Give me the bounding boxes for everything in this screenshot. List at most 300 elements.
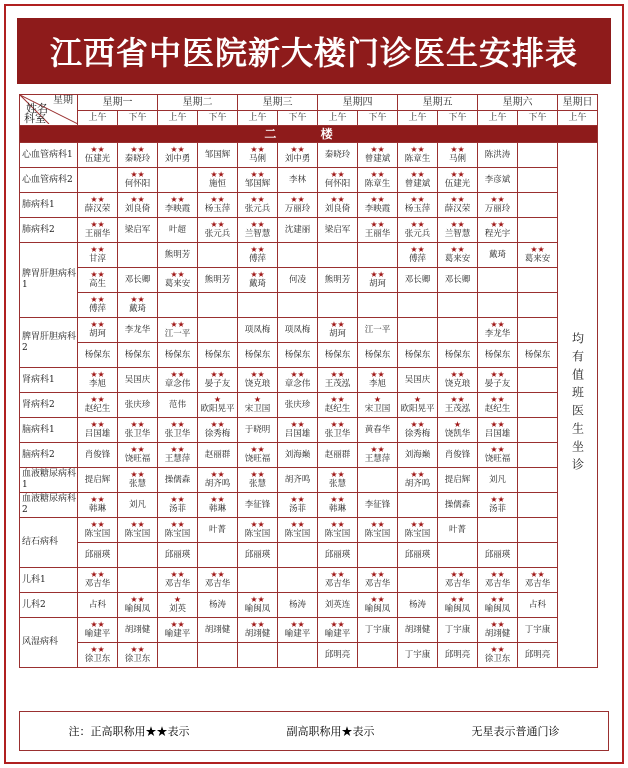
doctor-slot [158, 468, 198, 493]
doctor-slot [238, 543, 278, 568]
doctor-slot [478, 568, 518, 593]
doctor-slot [518, 268, 558, 293]
title-star-icon: ★★ [370, 520, 385, 529]
doctor-name: 叶菁 [448, 525, 466, 535]
title-star-icon: ★★ [130, 420, 145, 429]
doctor-slot [478, 593, 518, 618]
doctor-name: 甘淳 [88, 254, 106, 264]
title-star-icon: ★★ [210, 370, 225, 379]
doctor-name: 杨保东 [524, 350, 551, 360]
doctor-name: 喻闽凤 [124, 604, 151, 614]
doctor-name: 程光宇 [484, 229, 511, 239]
doctor-slot [358, 543, 398, 568]
title-star-icon: ★ [453, 420, 462, 429]
doctor-slot [518, 493, 558, 518]
doctor-slot [318, 343, 358, 368]
title-star-icon: ★★ [450, 170, 465, 179]
doctor-slot [398, 518, 438, 543]
doctor-name: 陈宝国 [404, 529, 431, 539]
floor-banner: 二 楼 [20, 126, 598, 143]
doctor-slot [278, 443, 318, 468]
doctor-slot [118, 418, 158, 443]
doctor-slot [238, 293, 278, 318]
doctor-slot [358, 268, 398, 293]
title-star-icon: ★★ [90, 220, 105, 229]
doctor-slot [518, 468, 558, 493]
department-label: 血液糖尿病科2 [20, 493, 78, 518]
doctor-slot [518, 243, 558, 268]
doctor-slot [78, 143, 118, 168]
doctor-name: 李征锋 [364, 500, 391, 510]
doctor-slot [198, 368, 238, 393]
title-star-icon: ★★ [90, 495, 105, 504]
doctor-name: 丁宇康 [404, 650, 431, 660]
doctor-name: 晏子友 [484, 379, 511, 389]
title-star-icon: ★★ [210, 495, 225, 504]
doctor-slot [278, 243, 318, 268]
doctor-slot [158, 618, 198, 643]
doctor-slot [238, 193, 278, 218]
doctor-slot [158, 343, 198, 368]
doctor-name: 何怀阳 [124, 179, 151, 189]
schedule-row [20, 393, 598, 418]
doctor-slot [518, 418, 558, 443]
doctor-slot [518, 543, 558, 568]
doctor-name: 丁宇康 [364, 625, 391, 635]
doctor-name: 张庆珍 [124, 400, 151, 410]
doctor-name: 秦晓玲 [324, 150, 351, 160]
doctor-name: 占科 [528, 600, 546, 610]
doctor-slot [238, 518, 278, 543]
doctor-name: 杨保东 [404, 350, 431, 360]
doctor-name: 陈宝国 [284, 529, 311, 539]
doctor-name: 项凤梅 [284, 325, 311, 335]
doctor-name: 提启辉 [84, 475, 111, 485]
title-star-icon: ★★ [370, 145, 385, 154]
doctor-slot [78, 343, 118, 368]
doctor-name: 赵丽群 [324, 450, 351, 460]
title-star-icon: ★★ [130, 520, 145, 529]
doctor-name: 吕国雄 [284, 429, 311, 439]
doctor-slot [438, 318, 478, 343]
doctor-slot [358, 493, 398, 518]
title-star-icon: ★★ [410, 520, 425, 529]
doctor-slot [198, 318, 238, 343]
doctor-slot [238, 368, 278, 393]
schedule-row [20, 468, 598, 493]
doctor-slot [438, 643, 478, 668]
doctor-name: 王慧萍 [164, 454, 191, 464]
doctor-name: 杨保东 [284, 350, 311, 360]
doctor-slot [438, 543, 478, 568]
doctor-name: 占科 [88, 600, 106, 610]
doctor-name: 吴国庆 [124, 375, 151, 385]
doctor-slot [198, 143, 238, 168]
doctor-name: 于晓明 [244, 425, 271, 435]
doctor-slot [238, 643, 278, 668]
doctor-name: 曾建斌 [364, 154, 391, 164]
doctor-slot [358, 443, 398, 468]
doctor-slot [198, 268, 238, 293]
doctor-slot [318, 643, 358, 668]
doctor-name: 张元兵 [404, 229, 431, 239]
doctor-name: 陈宝国 [364, 529, 391, 539]
doctor-name: 项凤梅 [244, 325, 271, 335]
doctor-name: 张卫华 [124, 429, 151, 439]
doctor-name: 邹国辉 [204, 150, 231, 160]
doctor-name: 梁启军 [324, 225, 351, 235]
doctor-name: 杨玉萍 [204, 204, 231, 214]
doctor-name: 戴琦 [248, 279, 266, 289]
doctor-name: 邓吉华 [324, 579, 351, 589]
schedule-row [20, 293, 598, 318]
doctor-slot [78, 568, 118, 593]
title-star-icon: ★★ [90, 370, 105, 379]
title-star-icon: ★★ [410, 195, 425, 204]
doctor-slot [478, 168, 518, 193]
title-star-icon: ★★ [90, 420, 105, 429]
department-label: 脑病科2 [20, 443, 78, 468]
doctor-name: 马俐 [448, 154, 466, 164]
doctor-slot [118, 243, 158, 268]
title-star-icon: ★★ [170, 370, 185, 379]
doctor-name: 陈宝国 [324, 529, 351, 539]
doctor-name: 赵纪生 [324, 404, 351, 414]
title-star-icon: ★★ [530, 245, 545, 254]
doctor-name: 王茂泓 [324, 379, 351, 389]
doctor-slot [438, 468, 478, 493]
title-star-icon: ★★ [130, 295, 145, 304]
schedule-row [20, 618, 598, 643]
doctor-slot [318, 193, 358, 218]
doctor-slot [78, 218, 118, 243]
title-star-icon: ★★ [210, 195, 225, 204]
doctor-slot [278, 193, 318, 218]
doctor-slot [358, 143, 398, 168]
doctor-name: 杨保东 [364, 350, 391, 360]
doctor-name: 张慧 [328, 479, 346, 489]
doctor-slot [398, 618, 438, 643]
doctor-slot [158, 368, 198, 393]
title-star-icon: ★★ [170, 445, 185, 454]
title-star-icon: ★★ [330, 420, 345, 429]
doctor-slot [158, 593, 198, 618]
doctor-slot [158, 443, 198, 468]
title-star-icon: ★★ [450, 570, 465, 579]
doctor-slot [358, 218, 398, 243]
doctor-slot [278, 218, 318, 243]
doctor-name: 刘中勇 [164, 154, 191, 164]
doctor-slot [358, 593, 398, 618]
doctor-name: 胡珂 [88, 329, 106, 339]
doctor-name: 邓吉华 [84, 579, 111, 589]
doctor-slot [198, 543, 238, 568]
title-star-icon: ★★ [250, 220, 265, 229]
doctor-name: 邓吉华 [524, 579, 551, 589]
doctor-slot [398, 218, 438, 243]
doctor-slot [398, 193, 438, 218]
doctor-slot [398, 418, 438, 443]
doctor-slot [478, 393, 518, 418]
doctor-name: 王慧萍 [364, 454, 391, 464]
doctor-name: 韩琳 [328, 504, 346, 514]
doctor-name: 饶克琅 [244, 379, 271, 389]
doctor-name: 汤菲 [288, 504, 306, 514]
doctor-name: 胡翊健 [484, 629, 511, 639]
am-header: 上午 [238, 111, 278, 126]
doctor-name: 吕国雄 [84, 429, 111, 439]
doctor-name: 吴国庆 [404, 375, 431, 385]
doctor-name: 赵纪生 [484, 404, 511, 414]
pm-header: 下午 [358, 111, 398, 126]
doctor-slot [478, 518, 518, 543]
title-star-icon: ★★ [450, 370, 465, 379]
title-star-icon: ★★ [330, 620, 345, 629]
doctor-name: 杨保东 [164, 350, 191, 360]
doctor-slot [358, 293, 398, 318]
doctor-name: 戴琦 [488, 250, 506, 260]
doctor-name: 江一平 [164, 329, 191, 339]
doctor-slot [318, 568, 358, 593]
doctor-slot [518, 168, 558, 193]
doctor-slot [518, 643, 558, 668]
title-star-icon: ★★ [250, 270, 265, 279]
doctor-name: 邱明亮 [524, 650, 551, 660]
doctor-name: 杨保东 [124, 350, 151, 360]
doctor-slot [318, 493, 358, 518]
doctor-slot [78, 543, 118, 568]
doctor-name: 刘海巅 [284, 450, 311, 460]
title-star-icon: ★★ [490, 320, 505, 329]
title-star-icon: ★★ [490, 570, 505, 579]
title-star-icon: ★★ [90, 145, 105, 154]
department-label: 心血管病科1 [20, 143, 78, 168]
title-star-icon: ★★ [330, 570, 345, 579]
doctor-name: 李林 [288, 175, 306, 185]
doctor-slot [318, 293, 358, 318]
doctor-slot [118, 318, 158, 343]
doctor-name: 沈建丽 [284, 225, 311, 235]
doctor-slot [358, 368, 398, 393]
title-star-icon: ★★ [90, 195, 105, 204]
doctor-slot [518, 618, 558, 643]
doctor-slot [438, 143, 478, 168]
doctor-slot [518, 143, 558, 168]
title-star-icon: ★★ [410, 420, 425, 429]
title-star-icon: ★★ [330, 370, 345, 379]
doctor-name: 韩琳 [208, 504, 226, 514]
doctor-name: 王丽华 [364, 229, 391, 239]
doctor-name: 邱明亮 [324, 650, 351, 660]
doctor-slot [278, 593, 318, 618]
doctor-slot [278, 493, 318, 518]
department-label: 血液糖尿病科1 [20, 468, 78, 493]
doctor-name: 邓吉华 [204, 579, 231, 589]
doctor-slot [438, 293, 478, 318]
doctor-name: 喻建平 [284, 629, 311, 639]
doctor-slot [118, 568, 158, 593]
doctor-name: 万丽玲 [484, 204, 511, 214]
day-header-mon: 星期一 [78, 95, 158, 111]
title-star-icon: ★★ [290, 620, 305, 629]
doctor-slot [358, 418, 398, 443]
doctor-name: 饶克琅 [444, 379, 471, 389]
title-star-icon: ★★ [250, 595, 265, 604]
title-star-icon: ★★ [210, 570, 225, 579]
doctor-slot [398, 643, 438, 668]
doctor-name: 葛来安 [164, 279, 191, 289]
title-star-icon: ★★ [330, 395, 345, 404]
doctor-slot [398, 268, 438, 293]
doctor-name: 胡珂 [368, 279, 386, 289]
doctor-slot [358, 643, 398, 668]
doctor-slot [118, 168, 158, 193]
title-star-icon: ★★ [370, 220, 385, 229]
doctor-name: 赵丽群 [204, 450, 231, 460]
department-label: 脾胃肝胆病科1 [20, 243, 78, 318]
am-header: 上午 [158, 111, 198, 126]
title-star-icon: ★★ [490, 420, 505, 429]
doctor-name: 喻闽凤 [364, 604, 391, 614]
doctor-name: 秦晓玲 [124, 154, 151, 164]
doctor-slot [438, 268, 478, 293]
title-star-icon: ★★ [290, 370, 305, 379]
day-header-wed: 星期三 [238, 95, 318, 111]
title-star-icon: ★★ [490, 495, 505, 504]
department-label: 心血管病科2 [20, 168, 78, 193]
doctor-slot [238, 318, 278, 343]
title-star-icon: ★★ [450, 395, 465, 404]
doctor-slot [358, 518, 398, 543]
doctor-name: 欧阳晃平 [200, 404, 235, 414]
title-star-icon: ★★ [90, 620, 105, 629]
doctor-name: 宋卫国 [244, 404, 271, 414]
doctor-slot [198, 643, 238, 668]
doctor-name: 徐秀梅 [404, 429, 431, 439]
title-star-icon: ★★ [250, 145, 265, 154]
pm-header: 下午 [118, 111, 158, 126]
doctor-slot [398, 143, 438, 168]
doctor-slot [198, 493, 238, 518]
schedule-row [20, 343, 598, 368]
schedule-row [20, 193, 598, 218]
title-star-icon: ★★ [330, 170, 345, 179]
doctor-name: 饶旺福 [484, 454, 511, 464]
doctor-name: 胡齐鸣 [284, 475, 311, 485]
department-label: 肺病科1 [20, 193, 78, 218]
doctor-name: 兰智慧 [444, 229, 471, 239]
doctor-slot [158, 418, 198, 443]
pm-header: 下午 [438, 111, 478, 126]
doctor-slot [118, 493, 158, 518]
doctor-name: 傅萍 [408, 254, 426, 264]
doctor-name: 范伟 [168, 400, 186, 410]
title-star-icon: ★★ [290, 420, 305, 429]
department-label: 肾病科1 [20, 368, 78, 393]
doctor-name: 邱丽瑛 [164, 550, 191, 560]
title-star-icon: ★★ [370, 195, 385, 204]
doctor-name: 徐卫东 [84, 654, 111, 664]
doctor-slot [398, 243, 438, 268]
schedule-row [20, 493, 598, 518]
day-header-sun: 星期日 [558, 95, 598, 111]
doctor-slot [398, 343, 438, 368]
doctor-slot [398, 468, 438, 493]
doctor-slot [198, 293, 238, 318]
title-star-icon: ★★ [490, 395, 505, 404]
title-star-icon: ★★ [130, 145, 145, 154]
title-star-icon: ★★ [370, 270, 385, 279]
doctor-slot [278, 643, 318, 668]
doctor-slot [158, 643, 198, 668]
corner-name-label: 姓名 [26, 102, 48, 115]
doctor-name: 胡齐鸣 [204, 479, 231, 489]
doctor-name: 伍建光 [84, 154, 111, 164]
doctor-slot [518, 368, 558, 393]
title-star-icon: ★★ [210, 420, 225, 429]
doctor-slot [318, 243, 358, 268]
title-star-icon: ★★ [130, 170, 145, 179]
doctor-slot [398, 318, 438, 343]
doctor-slot [478, 318, 518, 343]
doctor-name: 江一平 [364, 325, 391, 335]
doctor-name: 刘良倚 [324, 204, 351, 214]
doctor-name: 陈宝国 [124, 529, 151, 539]
doctor-slot [318, 218, 358, 243]
doctor-name: 胡珂 [328, 329, 346, 339]
pm-header: 下午 [278, 111, 318, 126]
doctor-name: 傅萍 [248, 254, 266, 264]
title-star-icon: ★★ [410, 245, 425, 254]
doctor-name: 叶菁 [208, 525, 226, 535]
doctor-name: 刘英 [168, 604, 186, 614]
doctor-slot [438, 443, 478, 468]
title-star-icon: ★★ [250, 370, 265, 379]
title-star-icon: ★★ [250, 445, 265, 454]
doctor-name: 熊明芳 [164, 250, 191, 260]
doctor-slot [198, 343, 238, 368]
doctor-name: 邱丽瑛 [484, 550, 511, 560]
doctor-slot [278, 293, 318, 318]
doctor-name: 李彦斌 [484, 175, 511, 185]
doctor-slot [78, 643, 118, 668]
doctor-slot [318, 443, 358, 468]
title-star-icon: ★★ [370, 170, 385, 179]
schedule-row [20, 318, 598, 343]
legend-note [19, 711, 609, 751]
doctor-slot [158, 543, 198, 568]
doctor-slot [438, 518, 478, 543]
doctor-slot [198, 593, 238, 618]
schedule-row [20, 168, 598, 193]
doctor-slot [158, 143, 198, 168]
doctor-slot [318, 143, 358, 168]
title-star-icon: ★★ [490, 645, 505, 654]
doctor-slot [118, 468, 158, 493]
doctor-name: 陈章生 [404, 154, 431, 164]
doctor-slot [318, 418, 358, 443]
doctor-slot [118, 368, 158, 393]
doctor-slot [518, 393, 558, 418]
doctor-name: 杨涛 [208, 600, 226, 610]
doctor-slot [238, 618, 278, 643]
doctor-slot [78, 368, 118, 393]
title-star-icon: ★★ [330, 470, 345, 479]
title-star-icon: ★★ [370, 445, 385, 454]
title-star-icon: ★★ [490, 445, 505, 454]
doctor-slot [358, 568, 398, 593]
doctor-slot [78, 193, 118, 218]
